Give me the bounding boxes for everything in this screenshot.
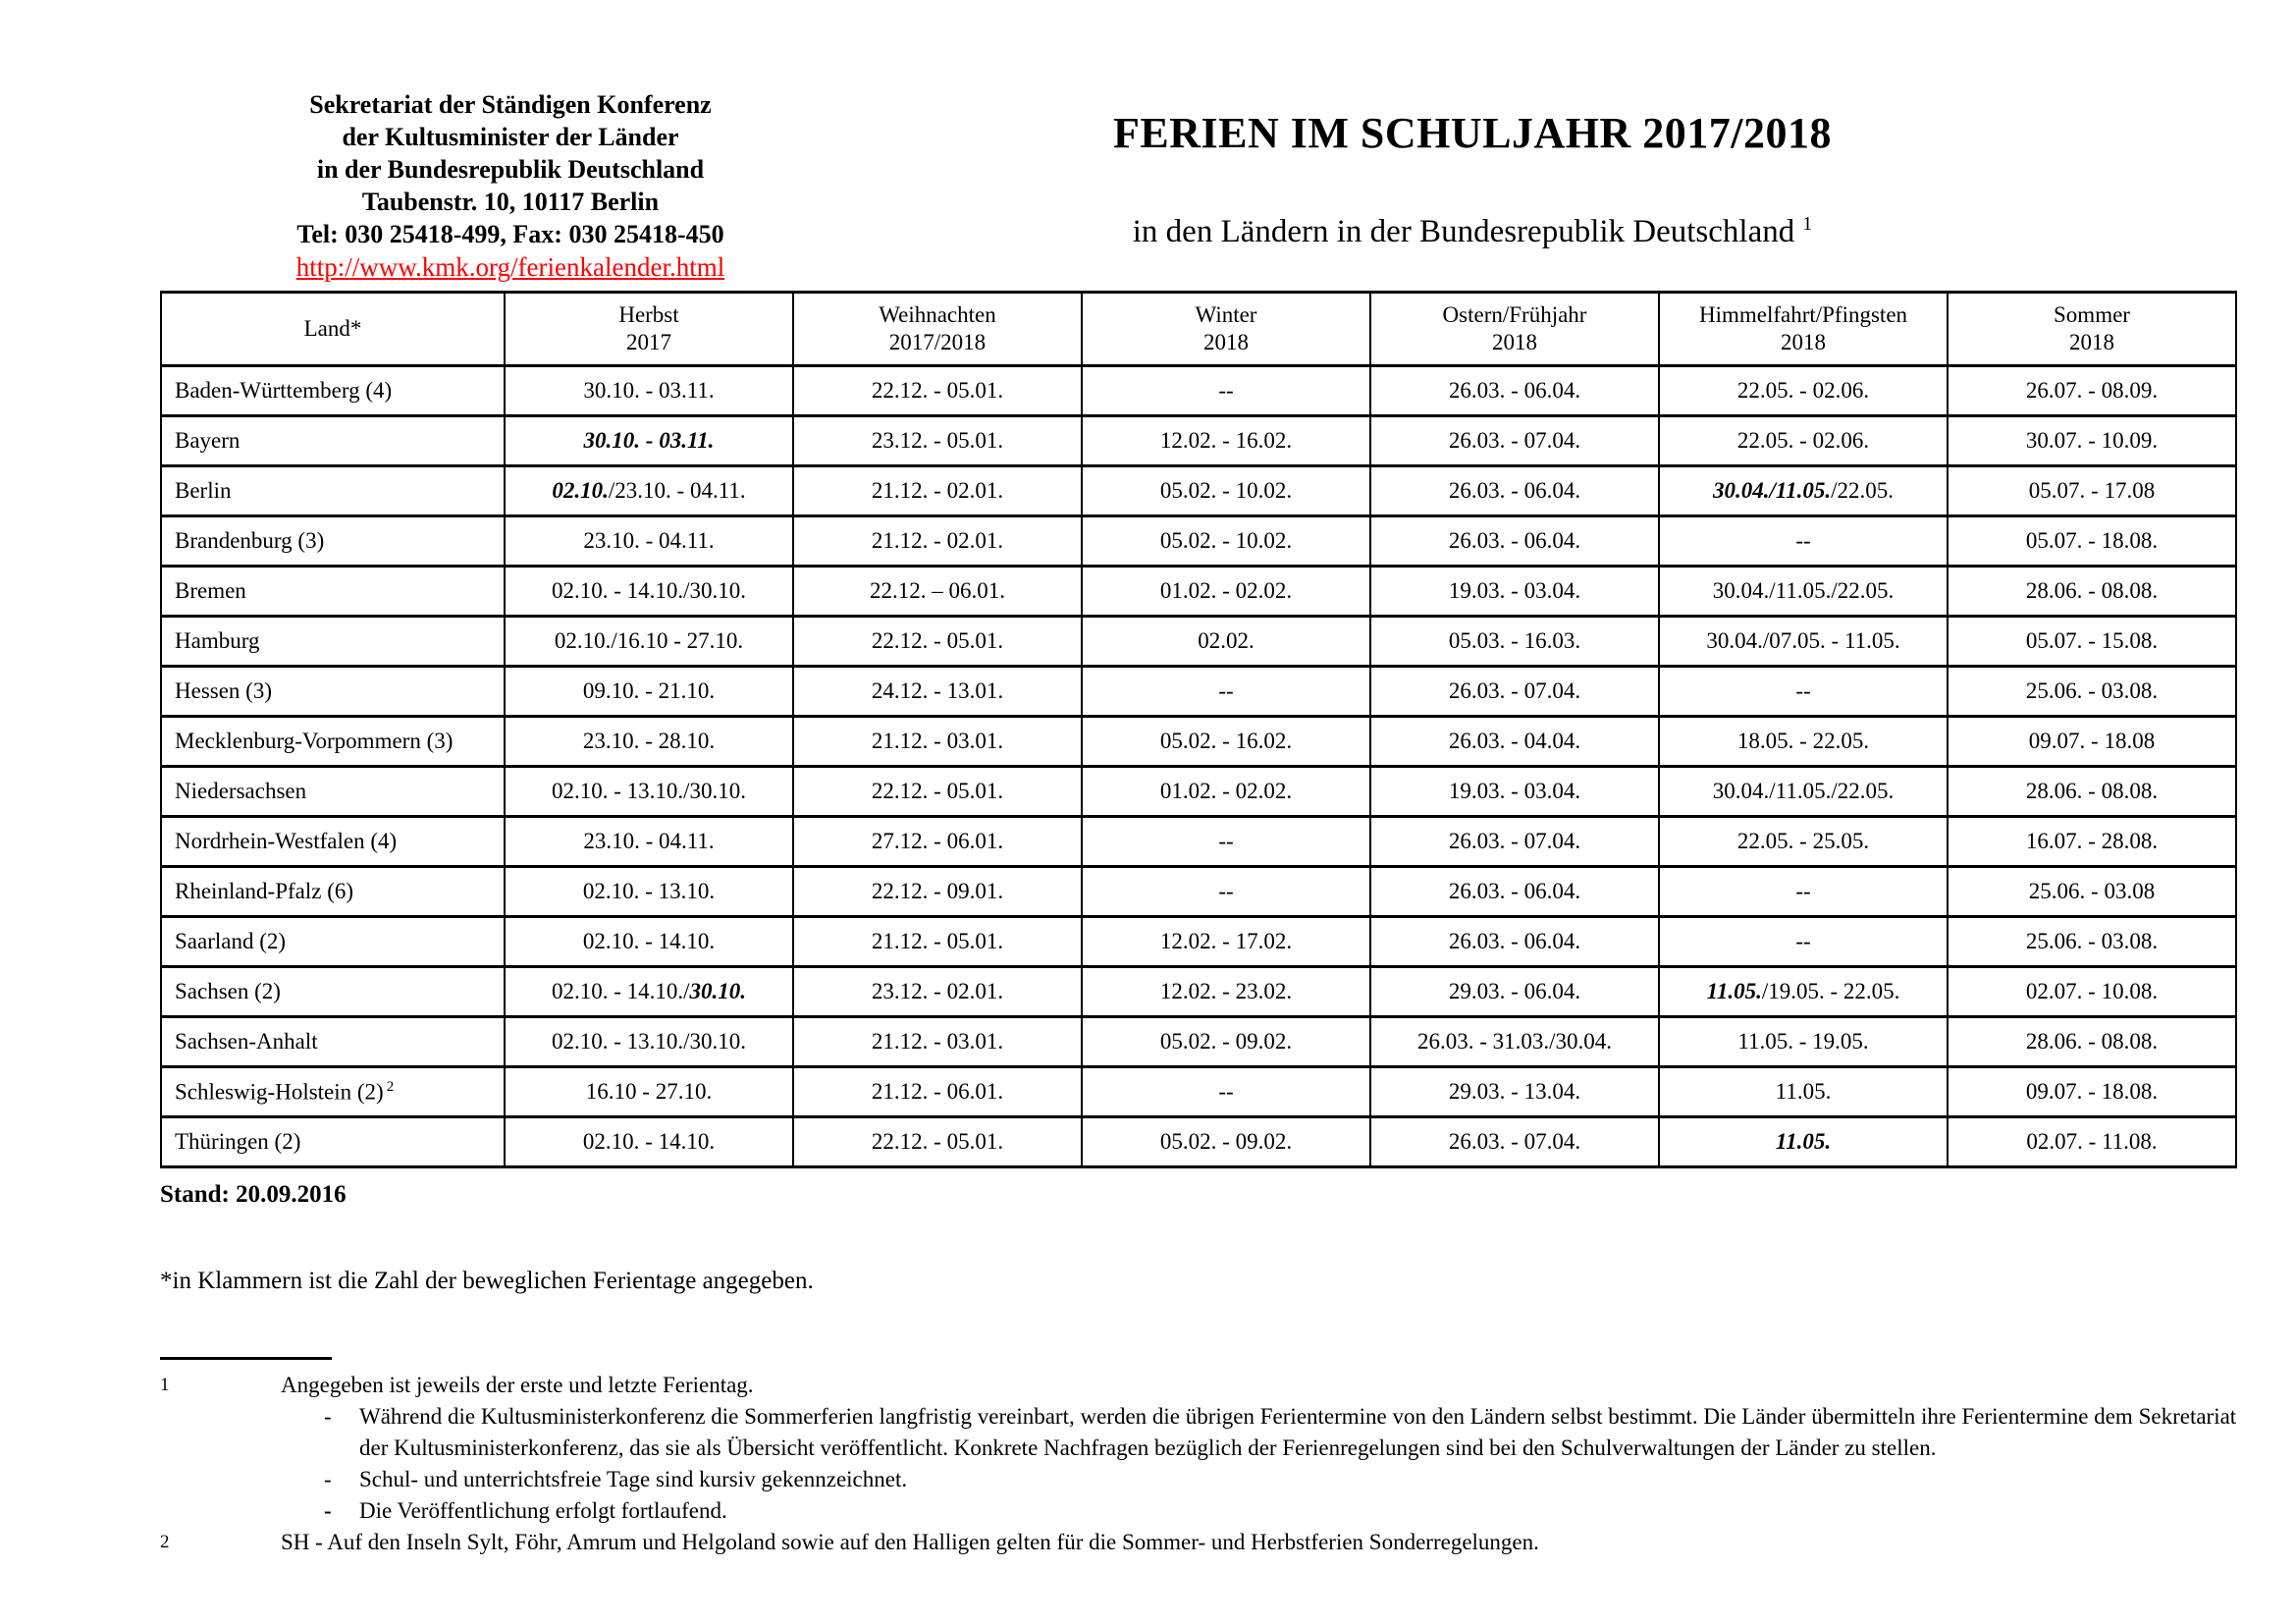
date-cell: 11.05. [1659, 1067, 1948, 1117]
date-cell: 21.12. - 03.01. [793, 717, 1082, 767]
state-name-cell: Thüringen (2) [161, 1117, 505, 1167]
date-cell: 01.02. - 02.02. [1082, 767, 1370, 817]
state-name-cell: Berlin [161, 466, 505, 516]
date-cell: -- [1082, 667, 1370, 717]
date-cell: 25.06. - 03.08. [1948, 917, 2236, 967]
date-cell: 02.07. - 11.08. [1948, 1117, 2236, 1167]
date-cell: 26.03. - 07.04. [1370, 416, 1659, 466]
date-cell: 25.06. - 03.08. [1948, 667, 2236, 717]
date-cell: 11.05. - 19.05. [1659, 1017, 1948, 1067]
date-cell: 02.10. - 13.10./30.10. [505, 767, 793, 817]
ferienkalender-link[interactable]: http://www.kmk.org/ferienkalender.html [295, 252, 725, 282]
date-cell: 05.02. - 16.02. [1082, 717, 1370, 767]
table-row [161, 567, 2236, 617]
column-header-herbst: Herbst 2017 [505, 293, 793, 366]
date-cell: 05.02. - 09.02. [1082, 1017, 1370, 1067]
date-cell: 05.02. - 09.02. [1082, 1117, 1370, 1167]
date-cell: 22.12. - 05.01. [793, 617, 1082, 667]
date-cell: 30.04./11.05./22.05. [1659, 466, 1948, 516]
table-row [161, 917, 2236, 967]
date-cell: 23.12. - 05.01. [793, 416, 1082, 466]
bullet-text: Während die Kultusministerkonferenz die Sommerferien langfristig vereinbart, werden die übrigen Ferientermine von den Ländern selbst bestimmt. Die Länder übermitteln ihre Ferientermine dem Sekretariat der Kultusministerkonferenz, das sie als Übersicht veröffentlicht. Konkrete Nachfragen bezüglich der Ferienregelungen sind bei den Schulverwaltungen der Länder zu stellen. [359, 1404, 2237, 1460]
date-cell: 21.12. - 02.01. [793, 466, 1082, 516]
date-cell: 29.03. - 06.04. [1370, 967, 1659, 1017]
date-cell: 26.03. - 06.04. [1370, 366, 1659, 416]
date-cell: 30.07. - 10.09. [1948, 416, 2236, 466]
date-cell: 22.12. - 05.01. [793, 1117, 1082, 1167]
date-cell: 21.12. - 03.01. [793, 1017, 1082, 1067]
table-row [161, 466, 2236, 516]
bullet-text: Die Veröffentlichung erfolgt fortlaufend. [359, 1498, 727, 1523]
bullet-dash: - [324, 1498, 332, 1523]
column-header-winter: Winter 2018 [1082, 293, 1370, 366]
footnote-separator [160, 1357, 332, 1360]
date-cell: 23.12. - 02.01. [793, 967, 1082, 1017]
date-cell: -- [1659, 917, 1948, 967]
table-row [161, 967, 2236, 1017]
date-cell: 22.12. - 09.01. [793, 867, 1082, 917]
table-row [161, 1117, 2236, 1167]
table-row [161, 416, 2236, 466]
org-name-line: in der Bundesrepublik Deutschland [316, 155, 705, 184]
footnote-bullet [281, 1495, 2266, 1527]
date-cell: 02.10. - 14.10. [505, 917, 793, 967]
date-cell: 26.03. - 07.04. [1370, 1117, 1659, 1167]
state-name-cell: Hessen (3) [161, 667, 505, 717]
date-cell: 05.02. - 10.02. [1082, 466, 1370, 516]
state-name-cell: Brandenburg (3) [161, 516, 505, 567]
date-cell: 26.03. - 04.04. [1370, 717, 1659, 767]
date-cell: 09.07. - 18.08. [1948, 1067, 2236, 1117]
bullet-dash: - [324, 1404, 332, 1429]
date-cell: 02.07. - 10.08. [1948, 967, 2236, 1017]
date-cell: 24.12. - 13.01. [793, 667, 1082, 717]
bullet-dash: - [324, 1467, 332, 1491]
date-cell: 18.05. - 22.05. [1659, 717, 1948, 767]
date-cell: 12.02. - 23.02. [1082, 967, 1370, 1017]
date-cell: 05.07. - 17.08 [1948, 466, 2236, 516]
org-name-line: Sekretariat der Ständigen Konferenz [309, 90, 712, 119]
date-cell: 26.03. - 31.03./30.04. [1370, 1017, 1659, 1067]
footnote-bullet [281, 1464, 2266, 1495]
date-cell: 11.05. [1659, 1117, 1948, 1167]
footnote-ref-1: 1 [1802, 213, 1813, 235]
footnote-marker: 2 [160, 1532, 170, 1552]
date-cell: 02.10. - 14.10./30.10. [505, 567, 793, 617]
date-cell: 22.12. - 05.01. [793, 366, 1082, 416]
date-cell: 22.12. - 05.01. [793, 767, 1082, 817]
status-date: Stand: 20.09.2016 [160, 1181, 347, 1208]
asterisk-note: *in Klammern ist die Zahl der beweglichen Ferientage angegeben. [160, 1268, 814, 1294]
date-cell: 09.10. - 21.10. [505, 667, 793, 717]
date-cell: -- [1082, 1067, 1370, 1117]
date-cell: 29.03. - 13.04. [1370, 1067, 1659, 1117]
table-body [161, 366, 2236, 1167]
date-cell: -- [1659, 516, 1948, 567]
date-cell: 28.06. - 08.08. [1948, 1017, 2236, 1067]
column-header-ostern: Ostern/Frühjahr 2018 [1370, 293, 1659, 366]
subtitle-text: in den Ländern in der Bundesrepublik Deutschland [1132, 214, 1795, 249]
date-cell: 05.03. - 16.03. [1370, 617, 1659, 667]
date-cell: 26.03. - 06.04. [1370, 466, 1659, 516]
date-cell: 28.06. - 08.08. [1948, 567, 2236, 617]
footnote-text: SH - Auf den Inseln Sylt, Föhr, Amrum und Helgoland sowie auf den Halligen gelten für die Sommer- und Herbstferien Sonderregelungen. [281, 1530, 1539, 1554]
date-cell: 05.07. - 18.08. [1948, 516, 2236, 567]
footnote-2 [160, 1527, 2266, 1558]
date-cell: 28.06. - 08.08. [1948, 767, 2236, 817]
date-cell: 09.07. - 18.08 [1948, 717, 2236, 767]
state-name-cell: Schleswig-Holstein (2) $^2$ [161, 1067, 505, 1117]
table-row [161, 1067, 2236, 1117]
date-cell: 19.03. - 03.04. [1370, 567, 1659, 617]
org-name-line: der Kultusminister der Länder [342, 123, 679, 151]
date-cell: 26.03. - 06.04. [1370, 917, 1659, 967]
title-block [1011, 108, 1934, 250]
table-row [161, 867, 2236, 917]
date-cell: 02.10./23.10. - 04.11. [505, 466, 793, 516]
footnote-bullets [281, 1401, 2266, 1527]
state-name-cell: Rheinland-Pfalz (6) [161, 867, 505, 917]
date-cell: 21.12. - 06.01. [793, 1067, 1082, 1117]
date-cell: 05.02. - 10.02. [1082, 516, 1370, 567]
bullet-text: Schul- und unterrichtsfreie Tage sind kursiv gekennzeichnet. [359, 1467, 908, 1491]
footnote-text: Angegeben ist jeweils der erste und letzte Ferientag. [281, 1373, 754, 1397]
date-cell: 26.07. - 08.09. [1948, 366, 2236, 416]
state-name-cell: Baden-Württemberg (4) [161, 366, 505, 416]
date-cell: 23.10. - 04.11. [505, 516, 793, 567]
table-row [161, 767, 2236, 817]
date-cell: 22.12. – 06.01. [793, 567, 1082, 617]
table-header-row [161, 293, 2236, 366]
date-cell: 21.12. - 05.01. [793, 917, 1082, 967]
date-cell: 21.12. - 02.01. [793, 516, 1082, 567]
date-cell: 22.05. - 25.05. [1659, 817, 1948, 867]
column-header-sommer: Sommer 2018 [1948, 293, 2236, 366]
date-cell: 26.03. - 07.04. [1370, 817, 1659, 867]
date-cell: 02.02. [1082, 617, 1370, 667]
date-cell: 30.04./11.05./22.05. [1659, 567, 1948, 617]
footnote-bullet [281, 1401, 2266, 1464]
state-name-cell: Saarland (2) [161, 917, 505, 967]
date-cell: 01.02. - 02.02. [1082, 567, 1370, 617]
date-cell: 16.07. - 28.08. [1948, 817, 2236, 867]
date-cell: -- [1082, 867, 1370, 917]
state-name-cell: Bayern [161, 416, 505, 466]
date-cell: 12.02. - 17.02. [1082, 917, 1370, 967]
state-name-cell: Mecklenburg-Vorpommern (3) [161, 717, 505, 767]
date-cell: 23.10. - 04.11. [505, 817, 793, 867]
date-cell: 19.03. - 03.04. [1370, 767, 1659, 817]
table-row [161, 1017, 2236, 1067]
table-row [161, 516, 2236, 567]
date-cell: -- [1082, 817, 1370, 867]
date-cell: 30.04./07.05. - 11.05. [1659, 617, 1948, 667]
date-cell: 02.10. - 14.10./30.10. [505, 967, 793, 1017]
date-cell: 02.10. - 13.10. [505, 867, 793, 917]
column-header-weihnachten: Weihnachten 2017/2018 [793, 293, 1082, 366]
date-cell: 30.10. - 03.11. [505, 416, 793, 466]
date-cell: 26.03. - 06.04. [1370, 867, 1659, 917]
holiday-table [160, 291, 2237, 1168]
date-cell: 02.10. - 13.10./30.10. [505, 1017, 793, 1067]
date-cell: -- [1659, 667, 1948, 717]
state-name-cell: Sachsen (2) [161, 967, 505, 1017]
date-cell: 05.07. - 15.08. [1948, 617, 2236, 667]
date-cell: 30.04./11.05./22.05. [1659, 767, 1948, 817]
date-cell: 16.10 - 27.10. [505, 1067, 793, 1117]
page-title: FERIEN IM SCHULJAHR 2017/2018 [1113, 109, 1832, 157]
table-row [161, 366, 2236, 416]
date-cell: 22.05. - 02.06. [1659, 366, 1948, 416]
column-header-himmelfahrt: Himmelfahrt/Pfingsten 2018 [1659, 293, 1948, 366]
state-name-cell: Hamburg [161, 617, 505, 667]
date-cell: 27.12. - 06.01. [793, 817, 1082, 867]
footnote-marker: 1 [160, 1375, 170, 1395]
table-row [161, 817, 2236, 867]
table-row [161, 667, 2236, 717]
footnote-1 [160, 1370, 2266, 1527]
column-header-land: Land* [161, 293, 505, 366]
date-cell: 26.03. - 06.04. [1370, 516, 1659, 567]
state-name-cell: Niedersachsen [161, 767, 505, 817]
date-cell: 23.10. - 28.10. [505, 717, 793, 767]
state-name-cell: Bremen [161, 567, 505, 617]
table-row [161, 617, 2236, 667]
date-cell: -- [1659, 867, 1948, 917]
date-cell: -- [1082, 366, 1370, 416]
date-cell: 26.03. - 07.04. [1370, 667, 1659, 717]
footnotes-section [160, 1357, 2266, 1558]
date-cell: 02.10. - 14.10. [505, 1117, 793, 1167]
date-cell: 25.06. - 03.08 [1948, 867, 2236, 917]
state-name-cell: Sachsen-Anhalt [161, 1017, 505, 1067]
org-address-line: Taubenstr. 10, 10117 Berlin [361, 188, 660, 216]
state-name-cell: Nordrhein-Westfalen (4) [161, 817, 505, 867]
date-cell: 12.02. - 16.02. [1082, 416, 1370, 466]
org-phone-line: Tel: 030 25418-499, Fax: 030 25418-450 [296, 220, 724, 248]
date-cell: 30.10. - 03.11. [505, 366, 793, 416]
date-cell: 11.05./19.05. - 22.05. [1659, 967, 1948, 1017]
letterhead [196, 88, 825, 284]
table-row [161, 717, 2236, 767]
page-subtitle [1011, 213, 1934, 250]
date-cell: 02.10./16.10 - 27.10. [505, 617, 793, 667]
date-cell: 22.05. - 02.06. [1659, 416, 1948, 466]
